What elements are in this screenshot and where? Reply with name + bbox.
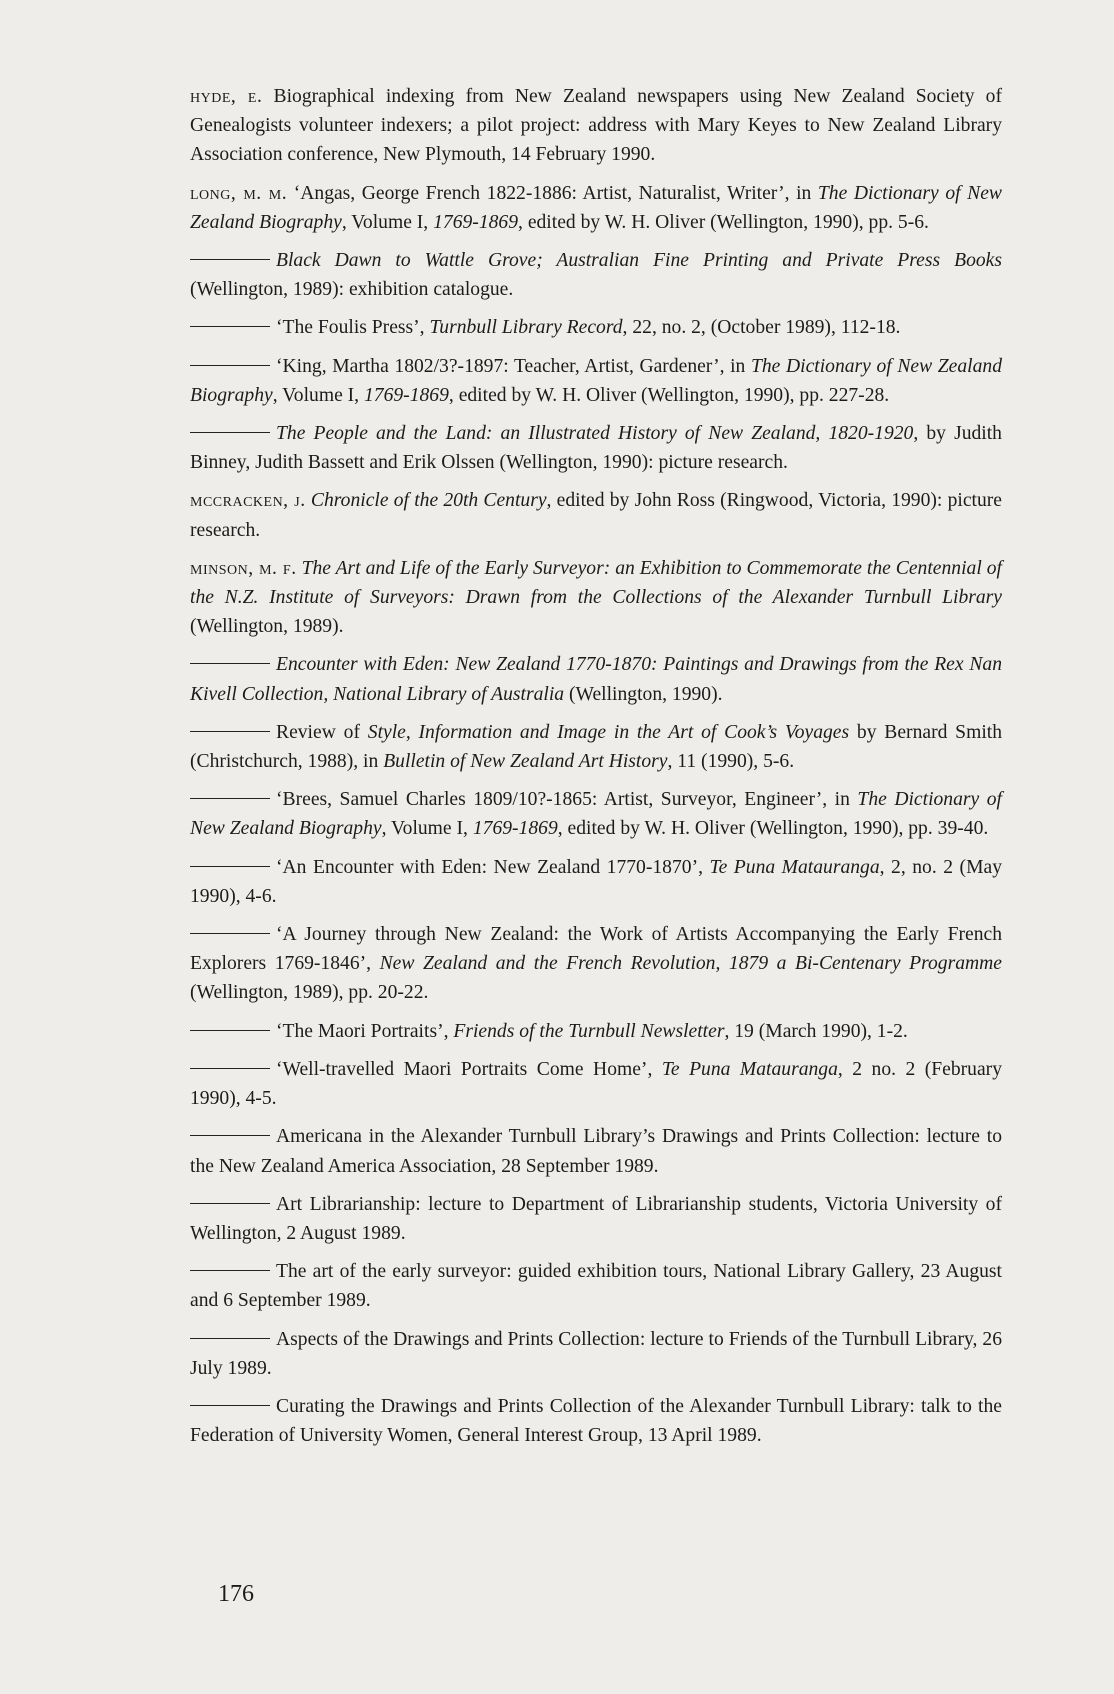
ditto-dash — [190, 365, 270, 366]
entry-text: , edited by W. H. Oliver (Wellington, 1990), pp. 5-6. — [518, 211, 929, 233]
entry-text: , 22, no. 2, (October 1989), 112-18. — [622, 317, 901, 339]
entry-text: ‘Angas, George French 1822-1886: Artist, Naturalist, Writer’, in — [293, 182, 818, 204]
ditto-dash — [190, 1068, 270, 1069]
entry-title-italic: The Art and Life of the Early Surveyor: an Exhibition to Commemorate the Centennial of the N.Z. Institute of Surveyors: Drawn from the Collections of the Alexander Turnbull Library — [190, 557, 1002, 609]
entry-text: Review of — [276, 721, 368, 743]
bibliography-entry — [190, 1325, 1002, 1383]
entry-text: ‘An Encounter with Eden: New Zealand 1770-1870’, — [276, 856, 710, 878]
entry-author: minson, m. f. — [190, 557, 297, 579]
entry-author: long, m. m. — [190, 182, 288, 204]
bibliography-entry — [190, 718, 1002, 776]
bibliography-entry — [190, 313, 1002, 342]
entry-text: , Volume I, — [381, 818, 473, 840]
entry-text: , Volume I, — [272, 384, 364, 406]
entry-title-italic: Te Puna Matauranga — [709, 856, 880, 878]
ditto-dash — [190, 663, 270, 664]
entry-title-italic: New Zealand and the French Revolution, 1879 a Bi-Centenary Programme — [379, 953, 1003, 975]
entry-title-italic: 1769-1869 — [363, 384, 449, 406]
bibliography-entry — [190, 1017, 1002, 1046]
bibliography-entry — [190, 920, 1002, 1008]
entry-text: Biographical indexing from New Zealand newspapers using New Zealand Society of Genealogists volunteer indexers; a pilot project: address with Mary Keyes to New Zealand Library Association conference, New Plymouth, 14 February 1990. — [190, 86, 1002, 166]
ditto-dash — [190, 1338, 270, 1339]
entry-text: ‘Well-travelled Maori Portraits Come Home’, — [276, 1058, 662, 1080]
entry-text: , by Judith Binney, Judith Bassett and Erik Olssen (Wellington, 1990): picture research. — [190, 423, 1002, 474]
entry-text: , 2 no. 2 (February 1990), 4-5. — [190, 1058, 1002, 1110]
ditto-dash — [190, 866, 270, 867]
bibliography-entry — [190, 1257, 1002, 1315]
entry-text: ‘The Foulis Press’, — [276, 317, 430, 339]
entry-text: (Wellington, 1989): exhibition catalogue. — [190, 279, 514, 301]
bibliography-entry — [190, 82, 1002, 170]
bibliography-entry — [190, 1122, 1002, 1180]
entry-text: , edited by W. H. Oliver (Wellington, 1990), pp. 227-28. — [448, 384, 890, 406]
entry-title-italic: Chronicle of the 20th Century — [310, 490, 547, 512]
bibliography-entry — [190, 486, 1002, 544]
entry-text: Art Librarianship: lecture to Department of Librarianship students, Victoria University of Wellington, 2 August 1989. — [190, 1193, 1002, 1244]
ditto-dash — [190, 1405, 270, 1406]
ditto-dash — [190, 432, 270, 433]
entry-title-italic: The Dictionary of New Zealand Biography — [190, 355, 1003, 406]
bibliography-entry — [190, 246, 1002, 304]
entry-title-italic: Bulletin of New Zealand Art History — [383, 751, 668, 773]
entry-text: Curating the Drawings and Prints Collection of the Alexander Turnbull Library: talk to the Federation of University Women, General Interest Group, 13 April 1989. — [190, 1395, 1002, 1447]
ditto-dash — [190, 731, 270, 732]
entry-title-italic: Style, Information and Image in the Art of Cook’s Voyages — [367, 721, 850, 743]
ditto-dash — [190, 798, 270, 799]
entry-text: , 11 (1990), 5-6. — [667, 751, 795, 773]
bibliography-entry — [190, 554, 1002, 642]
bibliography-entry — [190, 1190, 1002, 1248]
bibliography-entry — [190, 853, 1002, 911]
entry-title-italic: Turnbull Library Record — [429, 317, 623, 339]
entry-title-italic: The Dictionary of New Zealand Biography — [190, 182, 1002, 233]
entry-text: ‘Brees, Samuel Charles 1809/10?-1865: Artist, Surveyor, Engineer’, in — [276, 789, 858, 811]
entry-text: ‘The Maori Portraits’, — [276, 1020, 454, 1042]
entry-title-italic: Te Puna Matauranga — [661, 1058, 838, 1080]
entry-title-italic: The Dictionary of New Zealand Biography — [190, 789, 1002, 840]
entry-text: , Volume I, — [341, 211, 434, 233]
entry-text: (Wellington, 1989), pp. 20-22. — [190, 982, 429, 1004]
bibliography-entry — [190, 1392, 1002, 1450]
entry-text: , edited by W. H. Oliver (Wellington, 1990), pp. 39-40. — [557, 818, 989, 840]
bibliography-entry — [190, 179, 1002, 237]
entry-text: The art of the early surveyor: guided exhibition tours, National Library Gallery, 23 August and 6 September 1989. — [190, 1261, 1002, 1312]
bibliography-entry — [190, 352, 1002, 410]
ditto-dash — [190, 1270, 270, 1271]
entry-text: (Wellington, 1989). — [190, 616, 344, 638]
bibliography-entry — [190, 785, 1002, 843]
entry-author: mccracken, j. — [190, 490, 306, 512]
entry-author: hyde, e. — [190, 86, 263, 107]
page-number: 176 — [218, 1581, 254, 1607]
entry-title-italic: Black Dawn to Wattle Grove; Australian Fine Printing and Private Press Books — [276, 250, 1002, 272]
entry-text: ‘King, Martha 1802/3?-1897: Teacher, Artist, Gardener’, in — [276, 355, 751, 377]
bibliography-entry — [190, 650, 1002, 708]
entry-title-italic: Friends of the Turnbull Newsletter — [453, 1020, 725, 1042]
entry-title-italic: The People and the Land: an Illustrated History of New Zealand, 1820-1920 — [276, 423, 914, 445]
ditto-dash — [190, 1030, 270, 1031]
bibliography-entry — [190, 1055, 1002, 1113]
ditto-dash — [190, 326, 270, 327]
entry-text: ‘A Journey through New Zealand: the Work of Artists Accompanying the Early French Explorers 1769-1846’, — [190, 924, 1002, 975]
ditto-dash — [190, 1203, 270, 1204]
ditto-dash — [190, 1135, 270, 1136]
entry-text: , 19 (March 1990), 1-2. — [724, 1020, 908, 1042]
bibliography-list — [190, 82, 1002, 1459]
entry-text: (Wellington, 1990). — [564, 683, 723, 705]
bibliography-entry — [190, 419, 1002, 477]
entry-text: by Bernard Smith (Christchurch, 1988), in — [190, 721, 1002, 773]
ditto-dash — [190, 259, 270, 260]
entry-text: , edited by John Ross (Ringwood, Victoria, 1990): picture research. — [190, 490, 1002, 541]
entry-title-italic: Encounter with Eden: New Zealand 1770-1870: Paintings and Drawings from the Rex Nan Kivell Collection, National Library of Australia — [190, 654, 1002, 705]
entry-title-italic: 1769-1869 — [433, 211, 519, 233]
entry-text: , 2, no. 2 (May 1990), 4-6. — [190, 856, 1002, 907]
entry-text: Aspects of the Drawings and Prints Collection: lecture to Friends of the Turnbull Library, 26 July 1989. — [190, 1328, 1002, 1379]
ditto-dash — [190, 933, 270, 934]
entry-text: Americana in the Alexander Turnbull Library’s Drawings and Prints Collection: lecture to the New Zealand America Association, 28 September 1989. — [190, 1126, 1002, 1177]
entry-title-italic: 1769-1869 — [472, 818, 558, 840]
